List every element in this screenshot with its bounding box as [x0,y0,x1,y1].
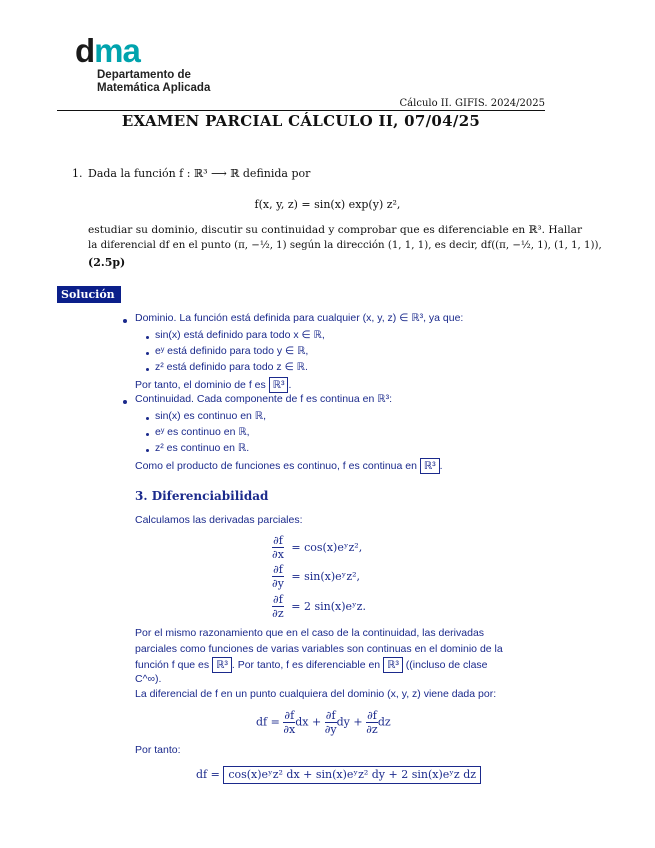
bullet [146,352,149,355]
domain-answer-box: ℝ³ [269,377,289,393]
continuity-item: eʸ es continuo en ℝ, [155,426,250,438]
exam-title: EXAMEN PARCIAL CÁLCULO II, 07/04/25 [121,112,481,130]
frac-num: ∂f [367,709,377,722]
bullet [123,400,127,404]
continuity-conclusion-text: Como el producto de funciones es continuo, f es continua en [135,460,417,472]
reason-line-2: parciales como funciones de varias variables son continuas en el dominio de la [135,643,503,655]
partial-y [272,563,360,590]
final-formula [196,766,481,784]
continuity-item: z² es continuo en ℝ. [155,442,250,454]
fraction [272,534,284,561]
solution-badge: Solución [57,286,121,303]
domain-intro: Dominio. La función está definida para cualquier (x, y, z) ∈ ℝ³, ya que: [135,312,464,324]
continuity-item: sin(x) es continuo en ℝ, [155,410,267,422]
frac-den: ∂x [283,723,296,736]
domain-conclusion: Por tanto, el dominio de f es ℝ³ . [135,379,292,391]
partials-intro: Calculamos las derivadas parciales: [135,514,303,526]
partial-z [272,593,366,620]
logo-d: d [75,32,95,69]
domain-conclusion-text: Por tanto, el dominio de f es [135,379,266,391]
partial-rhs: = cos(x)eʸz², [291,540,363,554]
frac-den: ∂y [272,577,284,590]
differential-formula [256,709,391,736]
section-title: 3. Diferenciabilidad [135,489,269,503]
frac-num: ∂f [325,709,336,722]
reason-line-1: Por el mismo razonamiento que en el caso de la continuidad, las derivadas [135,627,485,639]
problem-intro: Dada la función f : ℝ³ ⟶ ℝ definida por [88,167,311,180]
frac-num: ∂f [284,709,295,722]
fraction [272,563,284,590]
fraction [283,709,295,736]
frac-num: ∂f [273,534,283,547]
bullet [146,417,149,420]
frac-den: ∂x [272,548,284,561]
frac-den: ∂z [366,723,378,736]
diff-lhs: df = [256,715,280,729]
bullet [146,433,149,436]
header-rule [57,110,545,111]
reason-text: ((incluso de clase [405,659,488,671]
reason-line-4: C^∞). [135,673,162,685]
problem-line-2: la diferencial df en el punto (π, −½, 1) según la dirección (1, 1, 1), es decir, df((π, −½, 1), (1, 1, 1)), [88,240,602,251]
fraction [366,709,378,736]
dept-line-2: Matemática Aplicada [97,81,211,94]
course-header: Cálculo II. GIFIS. 2024/2025 [399,98,545,109]
differential-intro: La diferencial de f en un punto cualquiera del dominio (x, y, z) viene dada por: [135,688,497,700]
final-answer-box: cos(x)eʸz² dx + sin(x)eʸz² dy + 2 sin(x)eʸz dz [223,766,481,784]
frac-num: ∂f [273,563,283,576]
continuity-intro: Continuidad. Cada componente de f es continua en ℝ³: [135,393,392,405]
domain-item: sin(x) está definido para todo x ∈ ℝ, [155,329,325,341]
problem-function: f(x, y, z) = sin(x) exp(y) z², [254,198,401,211]
final-lhs: df = [196,768,220,781]
partial-rhs: = 2 sin(x)eʸz. [291,599,366,613]
frac-num: ∂f [273,593,283,606]
diff-term: dy + [336,715,363,729]
fraction [272,593,284,620]
reason-text: . Por tanto, f es diferenciable en [231,659,381,671]
dma-logo [75,32,140,69]
answer-box: ℝ³ [383,657,403,673]
bullet [146,336,149,339]
continuity-answer-box: ℝ³ [420,458,440,474]
bullet [146,449,149,452]
partial-x [272,534,362,561]
reason-line-3 [135,657,488,673]
problem-points: (2.5p) [88,256,126,269]
domain-item: z² está definido para todo z ∈ ℝ. [155,361,308,373]
frac-den: ∂z [272,607,284,620]
problem-number: 1. [72,167,83,180]
bullet [123,319,127,323]
answer-box: ℝ³ [212,657,232,673]
partial-rhs: = sin(x)eʸz², [291,569,361,583]
continuity-conclusion: Como el producto de funciones es continuo, f es continua en ℝ³ . [135,460,443,472]
diff-term: dz [377,715,391,729]
domain-item: eʸ está definido para todo y ∈ ℝ, [155,345,309,357]
problem-line-1: estudiar su dominio, discutir su continuidad y comprobar que es diferenciable en ℝ³. Hallar [88,224,583,236]
por-tanto: Por tanto: [135,744,181,756]
fraction [325,709,337,736]
reason-text: función f que es [135,659,210,671]
logo-ma: ma [94,32,140,69]
diff-term: dx + [295,715,322,729]
dept-line-1: Departamento de [97,69,191,81]
department-name [97,69,210,94]
frac-den: ∂y [324,723,337,736]
bullet [146,368,149,371]
